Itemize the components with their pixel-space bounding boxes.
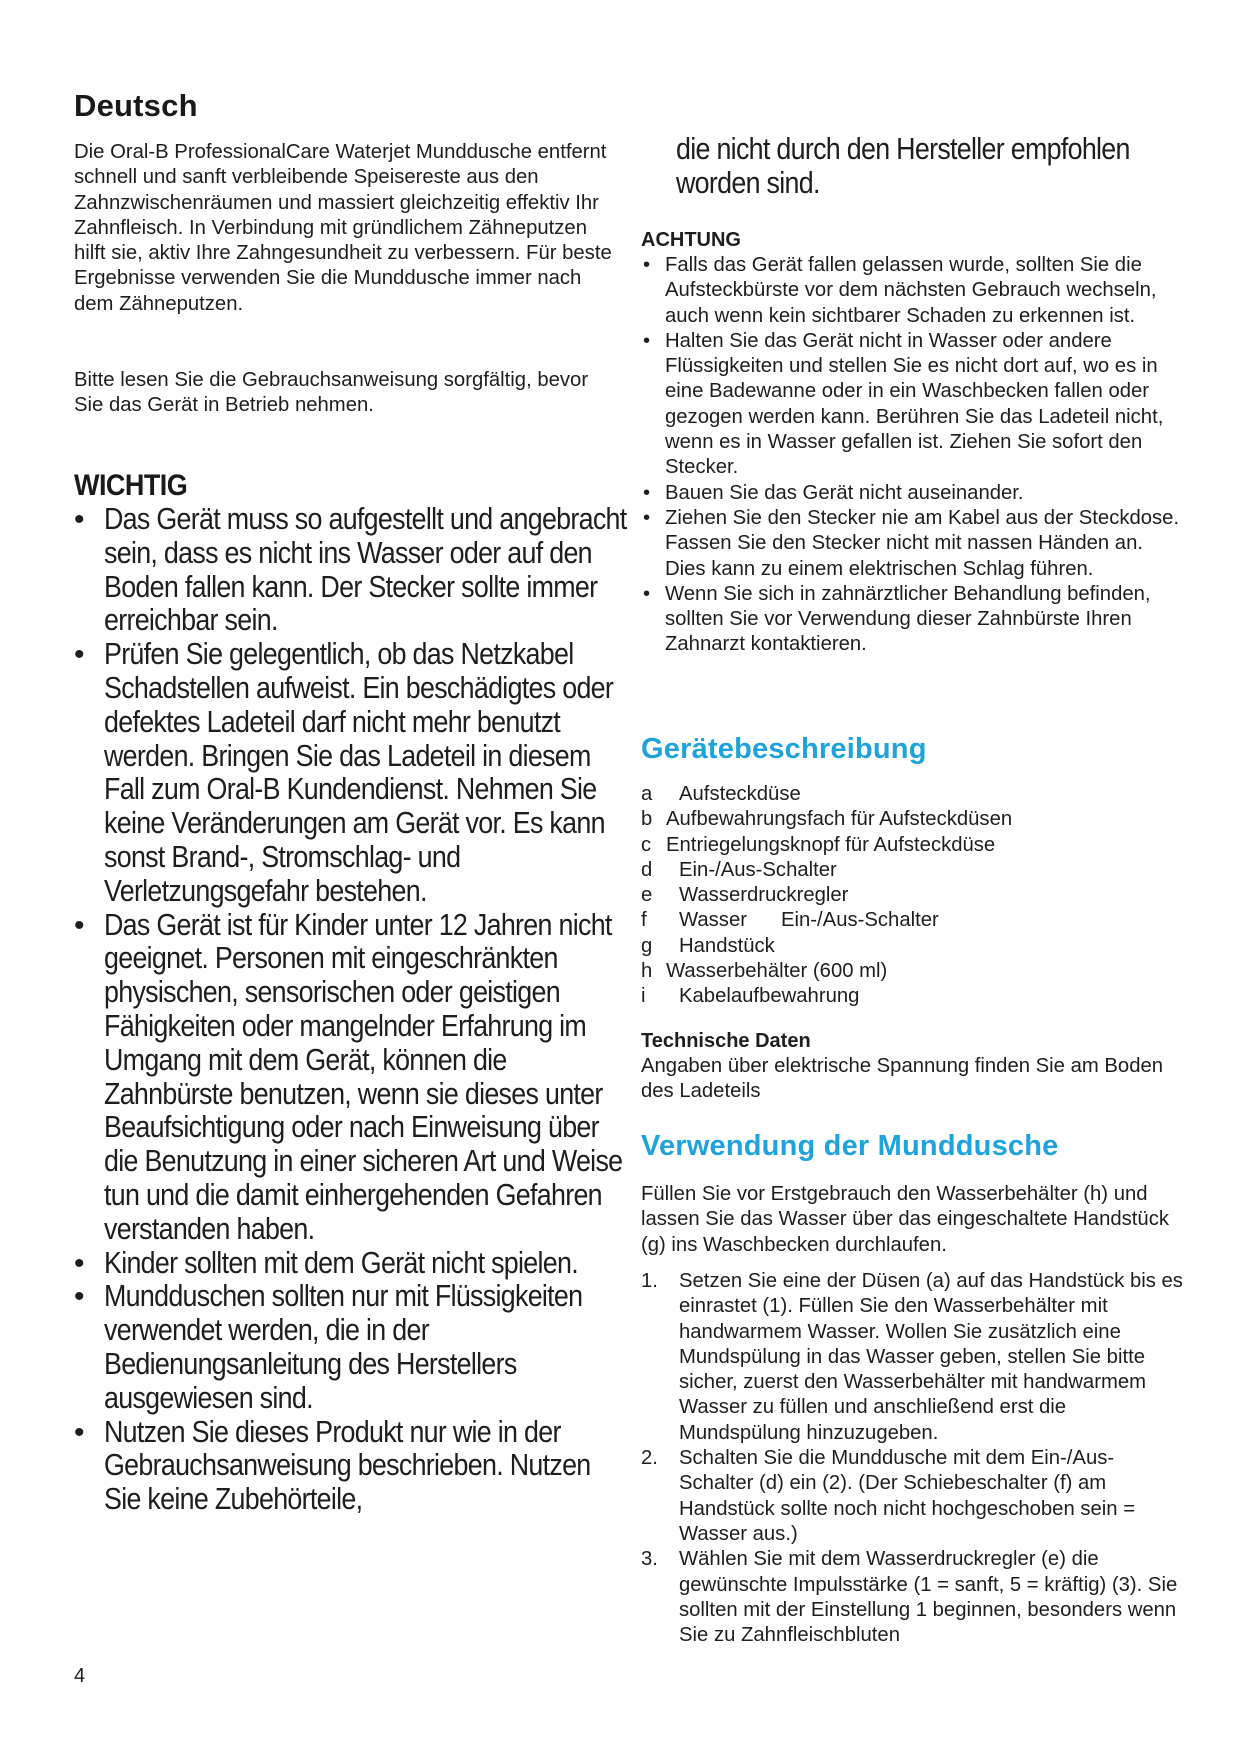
part-item: a Aufsteckdüse [641,783,801,805]
part-item: i Kabelaufbewahrung [641,985,860,1008]
wichtig-heading: WICHTIG [74,469,188,502]
geraetebeschreibung-heading: Gerätebeschreibung [641,733,927,765]
technische-daten-text: Angaben über elektrische Spannung finden Sie am Boden des Ladeteils [641,1055,1164,1103]
parts-list [641,782,1186,1010]
page-number: 4 [74,1665,86,1687]
wichtig-continuation: die nicht durch den Hersteller empfohlen worden sind. [676,132,1130,200]
part-item: g Handstück [641,934,775,957]
step-item: 2. Schalten Sie die Munddusche mit dem Ein-/Aus-Schalter (d) ein (2). (Der Schiebeschalter (f) am Handstück sollte noch nicht hochgeschoben sein = Wasser aus.) [641,1447,1136,1545]
part-item: h Wasserbehälter (600 ml) [641,960,888,983]
part-item: f Wasser Ein-/Aus-Schalter [641,909,939,932]
achtung-list [641,253,1186,658]
list-item: • Nutzen Sie dieses Produkt nur wie in der Gebrauchsanweisung beschrieben. Nutzen Sie keine Zubehörteile, [74,1416,634,1517]
list-item: • Halten Sie das Gerät nicht in Wasser oder andere Flüssigkeiten und stellen Sie es nicht dort auf, wo es in eine Badewanne oder in ein Waschbecken fallen oder gezogen werden kann. Berühren Sie das Ladeteil nicht, wenn es in Wasser gefallen ist. Ziehen Sie sofort den Stecker. [641,329,1186,481]
step-item: 3. Wählen Sie mit dem Wasserdruckregler (e) die gewünschte Impulsstärke (1 = sanft, 5 = kräftig) (3). Sie sollten mit der Einstellung 1 beginnen, besonders wenn Sie zu Zahnfleischbluten [641,1548,1178,1647]
technische-daten-heading: Technische Daten [641,1030,811,1052]
intro-paragraph-2: Bitte lesen Sie die Gebrauchsanweisung sorgfältig, bevor Sie das Gerät in Betrieb nehmen. [74,369,589,417]
part-item: e Wasserdruckregler [641,884,849,907]
list-item: • Das Gerät muss so aufgestellt und angebracht sein, dass es nicht ins Wasser oder auf den Boden fallen kann. Der Stecker sollte immer erreichbar sein. [74,503,634,638]
intro-paragraph-1: Die Oral-B ProfessionalCare Waterjet Munddusche entfernt schnell und sanft verbleibende Speisereste aus den Zahnzwischenräumen und massiert gleichzeitig effektiv Ihr Zahnfleisch. In Verbindung mit gründlichem Zähneputzen hilft sie, aktiv Ihre Zahngesundheit zu verbessern. Für beste Ergebnisse verwenden Sie die Munddusche immer nach dem Zähneputzen. [74,141,612,315]
step-item: 1. Setzen Sie eine der Düsen (a) auf das Handstück bis es einrastet (1). Füllen Sie den Wasserbehälter mit handwarmem Wasser. Wollen Sie zusätzlich eine Mundspülung in das Wasser geben, stellen Sie bitte sicher, zuerst den Wasserbehälter mit handwarmem Wasser zu füllen und anschließend erst die Mundspülung hinzuzugeben. [641,1270,1183,1444]
part-item: d Ein-/Aus-Schalter [641,858,837,881]
list-item: • Mundduschen sollten nur mit Flüssigkeiten verwendet werden, die in der Bedienungsanleitung des Herstellers ausgewiesen sind. [74,1280,634,1415]
wichtig-list [74,503,634,1517]
list-item: • Falls das Gerät fallen gelassen wurde, sollten Sie die Aufsteckbürste vor dem nächsten Gebrauch wechseln, auch wenn kein sichtbarer Schaden zu erkennen ist. [641,253,1186,329]
list-item: • Kinder sollten mit dem Gerät nicht spielen. [74,1247,634,1281]
verwendung-intro: Füllen Sie vor Erstgebrauch den Wasserbehälter (h) und lassen Sie das Wasser über das eingeschaltete Handstück (g) ins Waschbecken durchlaufen. [641,1183,1169,1256]
part-item: b Aufbewahrungsfach für Aufsteckdüsen [641,808,1013,831]
verwendung-heading: Verwendung der Munddusche [641,1130,1059,1162]
steps-list [641,1269,1186,1648]
list-item: • Ziehen Sie den Stecker nie am Kabel aus der Steckdose. Fassen Sie den Stecker nicht mit nassen Händen an. Dies kann zu einem elektrischen Schlag führen. [641,506,1186,582]
list-item: • Prüfen Sie gelegentlich, ob das Netzkabel Schadstellen aufweist. Ein beschädigtes oder defektes Ladeteil darf nicht mehr benutzt werden. Bringen Sie das Ladeteil in diesem Fall zum Oral-B Kundendienst. Nehmen Sie keine Veränderungen am Gerät vor. Es kann sonst Brand-, Stromschlag- und Verletzungsgefahr bestehen. [74,638,634,908]
language-heading: Deutsch [74,88,198,123]
list-item: • Wenn Sie sich in zahnärztlicher Behandlung befinden, sollten Sie vor Verwendung dieser Zahnbürste Ihren Zahnarzt kontaktieren. [641,582,1186,658]
list-item: • Bauen Sie das Gerät nicht auseinander. [641,481,1186,506]
achtung-heading: ACHTUNG [641,229,741,251]
part-item: c Entriegelungsknopf für Aufsteckdüse [641,833,996,856]
list-item: • Das Gerät ist für Kinder unter 12 Jahren nicht geeignet. Personen mit eingeschränkten physischen, sensorischen oder geistigen Fähigkeiten oder mangelnder Erfahrung im Umgang mit dem Gerät, können die Zahnbürste benutzen, wenn sie dieses unter Beaufsichtigung oder nach Einweisung über die Benutzung in einer sicheren Art und Weise tun und die damit einhergehenden Gefahren verstanden haben. [74,909,634,1247]
